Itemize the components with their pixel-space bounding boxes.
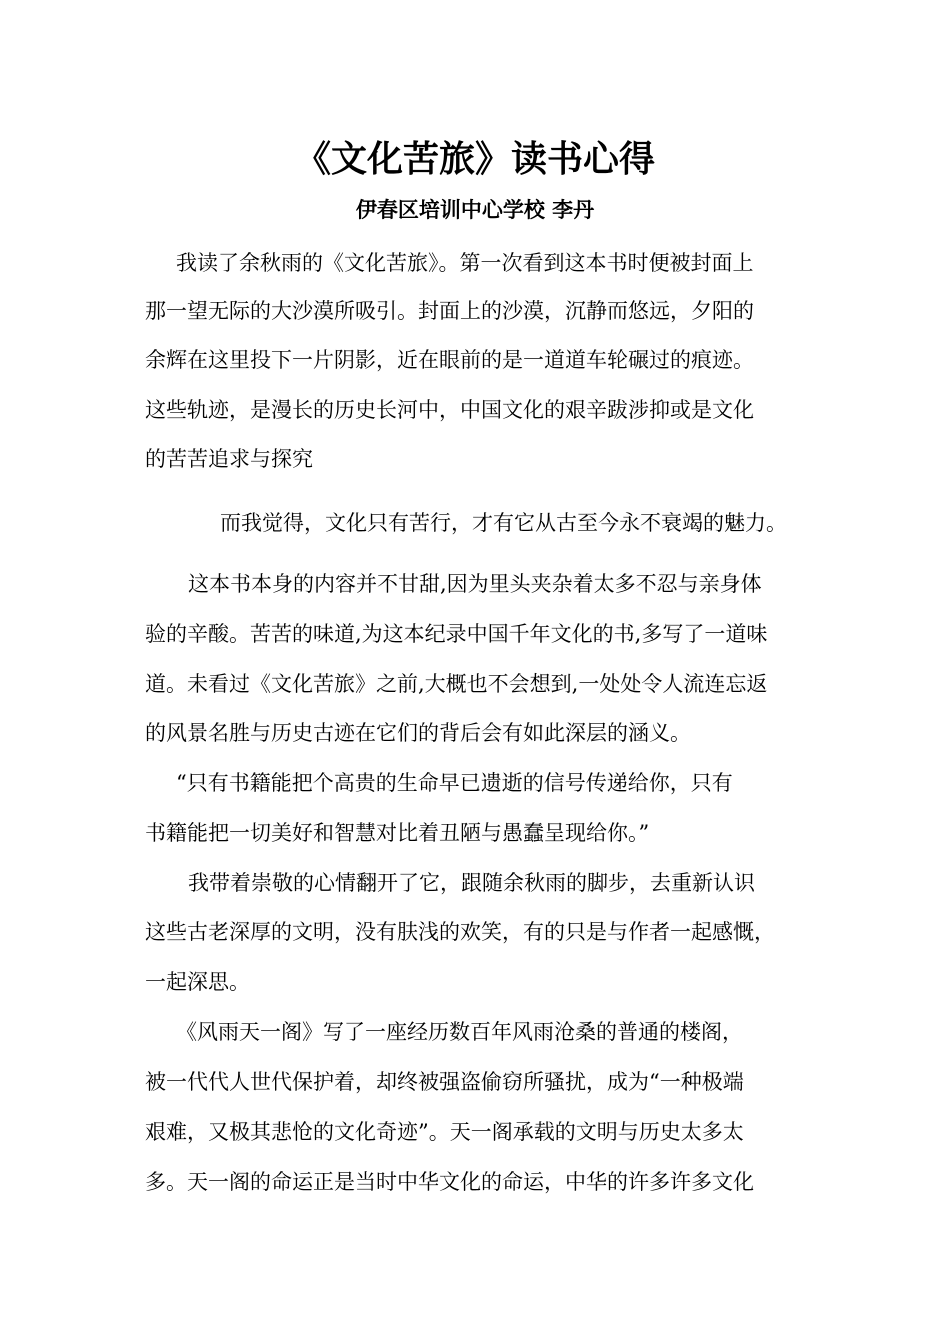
text-line: 验的辛酸。苦苦的味道,为这本纪录中国千年文化的书,多写了一道味	[145, 622, 768, 646]
document-title: 《文化苦旅》读书心得	[294, 139, 655, 180]
text-line: 书籍能把一切美好和智慧对比着丑陋与愚蠢呈现给你。”	[145, 821, 650, 845]
text-line: 我带着崇敬的心情翻开了它，跟随余秋雨的脚步，去重新认识	[188, 871, 755, 895]
text-line: 艰难，又极其悲怆的文化奇迹”。天一阁承载的文明与历史太多太	[145, 1120, 744, 1144]
text-line: 道。未看过《文化苦旅》之前,大概也不会想到,一处处令人流连忘返	[145, 672, 768, 696]
text-line: 这些古老深厚的文明，没有肤浅的欢笑，有的只是与作者一起感慨，	[145, 920, 775, 944]
text-line: 被一代代人世代保护着，却终被强盗偷窃所骚扰，成为“一种极端	[145, 1070, 744, 1094]
text-line: 而我觉得，文化只有苦行，才有它从古至今永不衰竭的魅力。	[220, 511, 787, 535]
text-line: 我读了余秋雨的《文化苦旅》。第一次看到这本书时便被封面上	[176, 251, 754, 275]
text-line: 这些轨迹，是漫长的历史长河中，中国文化的艰辛跋涉抑或是文化	[145, 398, 754, 422]
text-line: 那一望无际的大沙漠所吸引。封面上的沙漠，沉静而悠远，夕阳的	[145, 299, 754, 323]
text-line: 多。天一阁的命运正是当时中华文化的命运，中华的许多许多文化	[145, 1170, 754, 1194]
author-line: 伊春区培训中心学校 李丹	[355, 198, 595, 222]
text-line: 这本书本身的内容并不甘甜,因为里头夹杂着太多不忍与亲身体	[188, 572, 762, 596]
text-line: 余辉在这里投下一片阴影，近在眼前的是一道道车轮碾过的痕迹。	[145, 348, 754, 372]
text-line: 一起深思。	[145, 970, 250, 994]
text-line: 的风景名胜与历史古迹在它们的背后会有如此深层的涵义。	[145, 721, 691, 745]
text-line: “只有书籍能把个高贵的生命早已遗逝的信号传递给你，只有	[176, 771, 733, 795]
text-line: 的苦苦追求与探究	[145, 447, 313, 471]
text-line: 《风雨天一阁》写了一座经历数百年风雨沧桑的普通的楼阁，	[176, 1020, 743, 1044]
